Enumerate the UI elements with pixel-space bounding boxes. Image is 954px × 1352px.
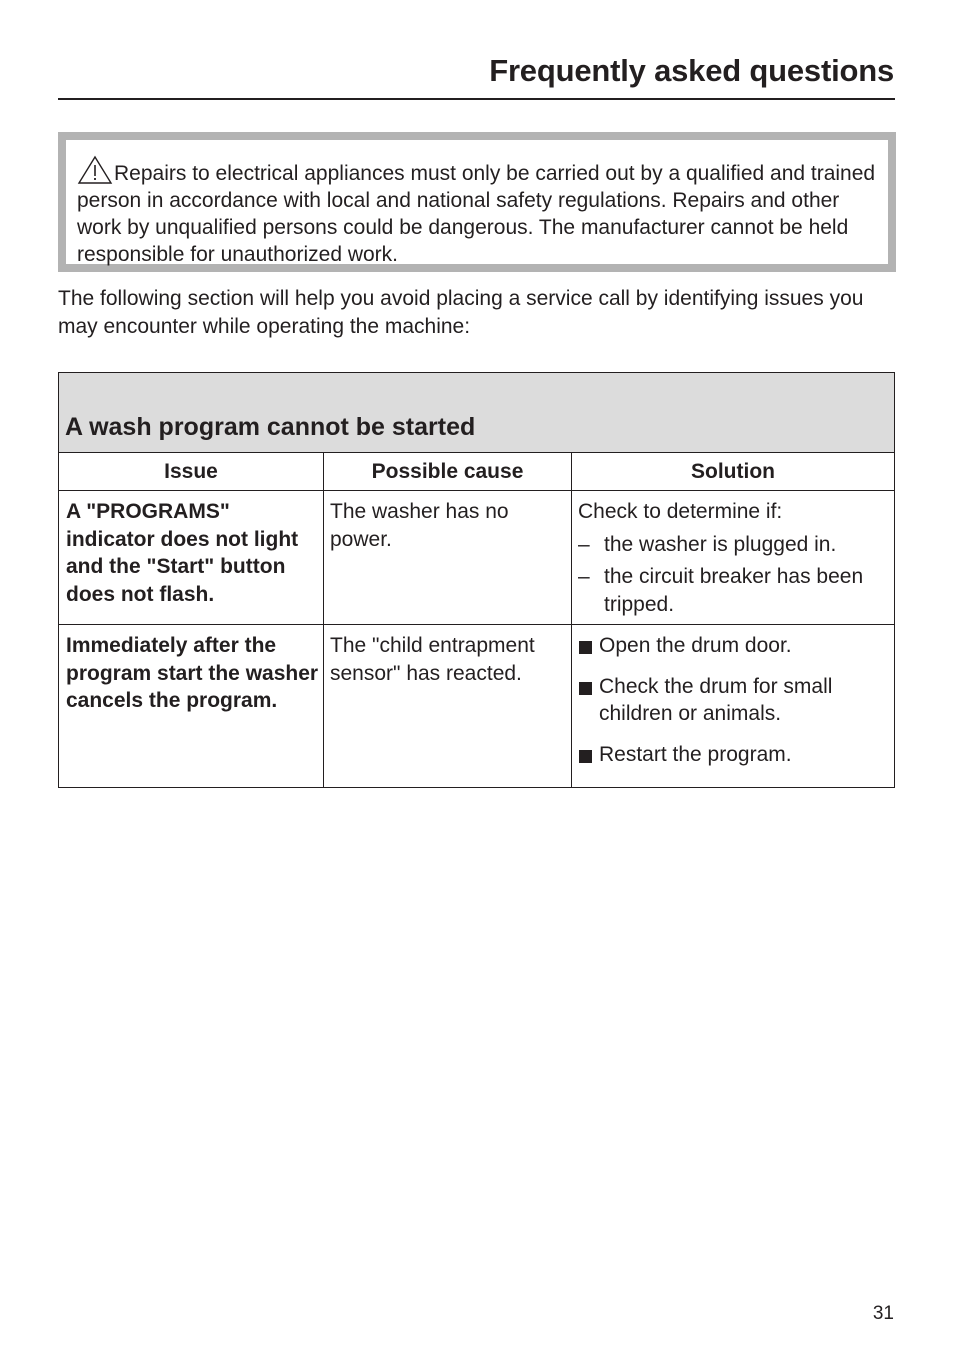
dash-bullet-icon: –	[578, 565, 590, 588]
table-section-title: A wash program cannot be started	[59, 373, 895, 453]
list-item	[578, 563, 890, 618]
list-item	[578, 741, 890, 769]
solution-cell	[572, 491, 895, 625]
warning-text: Repairs to electrical appliances must only be carried out by a qualified and trained person in accordance with local and national safety regulations. Repairs and other work by unqualified persons could be dangerous. The manufacturer cannot be held responsible for unauthorized work.	[77, 162, 876, 266]
intro-paragraph: The following section will help you avoid placing a service call by identifying issues you may encounter while operating the machine:	[58, 287, 864, 338]
solution-cell	[572, 625, 895, 788]
warning-box	[58, 132, 896, 272]
table-row	[59, 491, 895, 625]
issue-cell: A "PROGRAMS" indicator does not light and the "Start" button does not flash.	[59, 491, 324, 625]
list-item-text: Restart the program.	[599, 742, 792, 766]
column-header-solution: Solution	[572, 453, 895, 491]
cause-cell: The "child entrapment sensor" has reacted.	[324, 625, 572, 788]
column-header-cause: Possible cause	[324, 453, 572, 491]
dash-bullet-icon: –	[578, 532, 590, 556]
faq-table	[58, 372, 895, 788]
warning-content	[66, 140, 888, 264]
page-number: 31	[872, 1303, 894, 1324]
list-item	[578, 632, 890, 660]
title-divider	[58, 98, 895, 100]
list-item-text: the circuit breaker has been tripped.	[604, 565, 864, 616]
list-item-text: Check the drum for small children or animals.	[599, 674, 833, 725]
list-item	[578, 673, 890, 728]
warning-triangle-icon	[77, 155, 113, 185]
solution-intro: Check to determine if:	[578, 500, 783, 523]
list-item-text: Open the drum door.	[599, 634, 792, 657]
issue-cell: Immediately after the program start the washer cancels the program.	[59, 625, 324, 788]
column-header-issue: Issue	[59, 453, 324, 491]
cause-cell: The washer has no power.	[324, 491, 572, 625]
square-bullet-icon	[579, 750, 592, 763]
list-item-text: the washer is plugged in.	[604, 532, 837, 556]
square-bullet-icon	[579, 682, 592, 695]
square-bullet-icon	[579, 641, 592, 654]
table-row	[59, 625, 895, 788]
list-item	[578, 531, 890, 559]
page-title: Frequently asked questions	[489, 53, 894, 88]
